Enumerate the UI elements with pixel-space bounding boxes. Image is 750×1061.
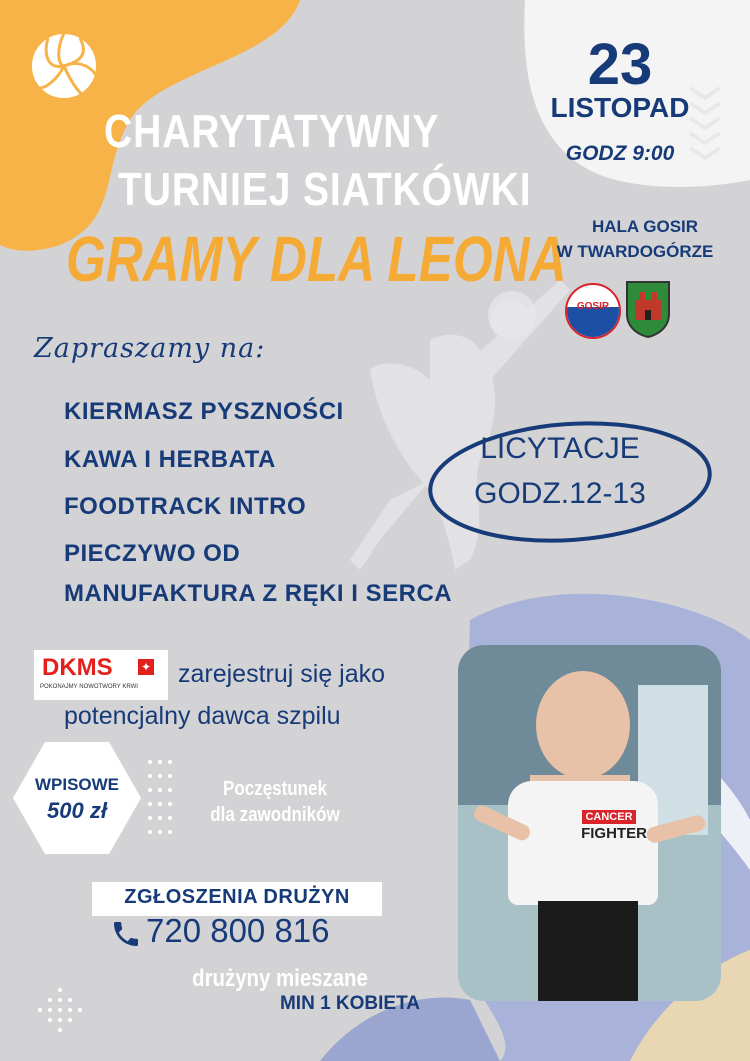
dkms-text-line1: zarejestruj się jako xyxy=(178,660,386,688)
child-shirt xyxy=(508,781,658,905)
fee-amount: 500 zł xyxy=(47,798,107,823)
dkms-logo-sub: POKONAJMY NOWOTWORY KRWI xyxy=(40,684,138,690)
invite-item-3: FOODTRACK INTRO xyxy=(64,493,307,520)
child-photo xyxy=(458,645,721,1001)
invite-item-2: KAWA I HERBATA xyxy=(64,446,276,473)
registration-phone: 720 800 816 xyxy=(146,912,330,949)
dkms-star-icon: ✦ xyxy=(138,659,154,675)
dkms-logo xyxy=(34,650,168,700)
refreshments-line1: Poczęstunek xyxy=(223,778,327,800)
invite-heading: Zapraszamy na: xyxy=(34,333,266,364)
fee-label: WPISOWE xyxy=(34,775,120,794)
invite-item-1: KIERMASZ PYSZNOŚCI xyxy=(64,398,344,425)
gosir-logo-text: GOSIR xyxy=(576,301,610,312)
venue-line2: W TWARDOGÓRZE xyxy=(556,242,714,261)
child-head xyxy=(536,671,630,779)
invite-item-5: MANUFAKTURA Z RĘKI I SERCA xyxy=(64,580,453,607)
auction-line2: GODZ.12-13 xyxy=(474,477,646,510)
venue-line1: HALA GOSIR xyxy=(591,217,699,236)
shirt-text-line2: FIGHTER xyxy=(581,825,647,842)
date-day: 23 xyxy=(587,32,653,97)
invite-item-4: PIECZYWO OD xyxy=(64,540,241,567)
gosir-logo xyxy=(565,283,621,339)
phone-icon xyxy=(110,918,142,950)
faint-volleyball xyxy=(488,291,536,339)
title-line1: CHARYTATYWNY xyxy=(104,105,440,157)
subtitle: GRAMY DLA LEONA xyxy=(66,223,567,295)
child-pants xyxy=(538,901,638,1001)
title-line2: TURNIEJ SIATKÓWKI xyxy=(118,163,532,215)
town-coat-of-arms-icon xyxy=(625,280,671,338)
date-month: LISTOPAD xyxy=(550,92,690,123)
dot-grid-decoration xyxy=(148,760,172,834)
teams-line1: drużyny mieszane xyxy=(192,965,368,992)
shirt-text-line1: CANCER xyxy=(582,810,636,824)
refreshments-line2: dla zawodników xyxy=(210,804,340,826)
volleyball-icon xyxy=(28,30,100,102)
dkms-logo-text: DKMS xyxy=(42,654,113,681)
dkms-text-line2: potencjalny dawca szpilu xyxy=(64,702,341,730)
event-time: GODZ 9:00 xyxy=(565,142,675,165)
registration-label: ZGŁOSZENIA DRUŻYN xyxy=(124,886,350,908)
auction-line1: LICYTACJE xyxy=(480,432,640,465)
dot-diamond-decoration xyxy=(38,988,82,1032)
teams-line2: MIN 1 KOBIETA xyxy=(279,993,421,1014)
